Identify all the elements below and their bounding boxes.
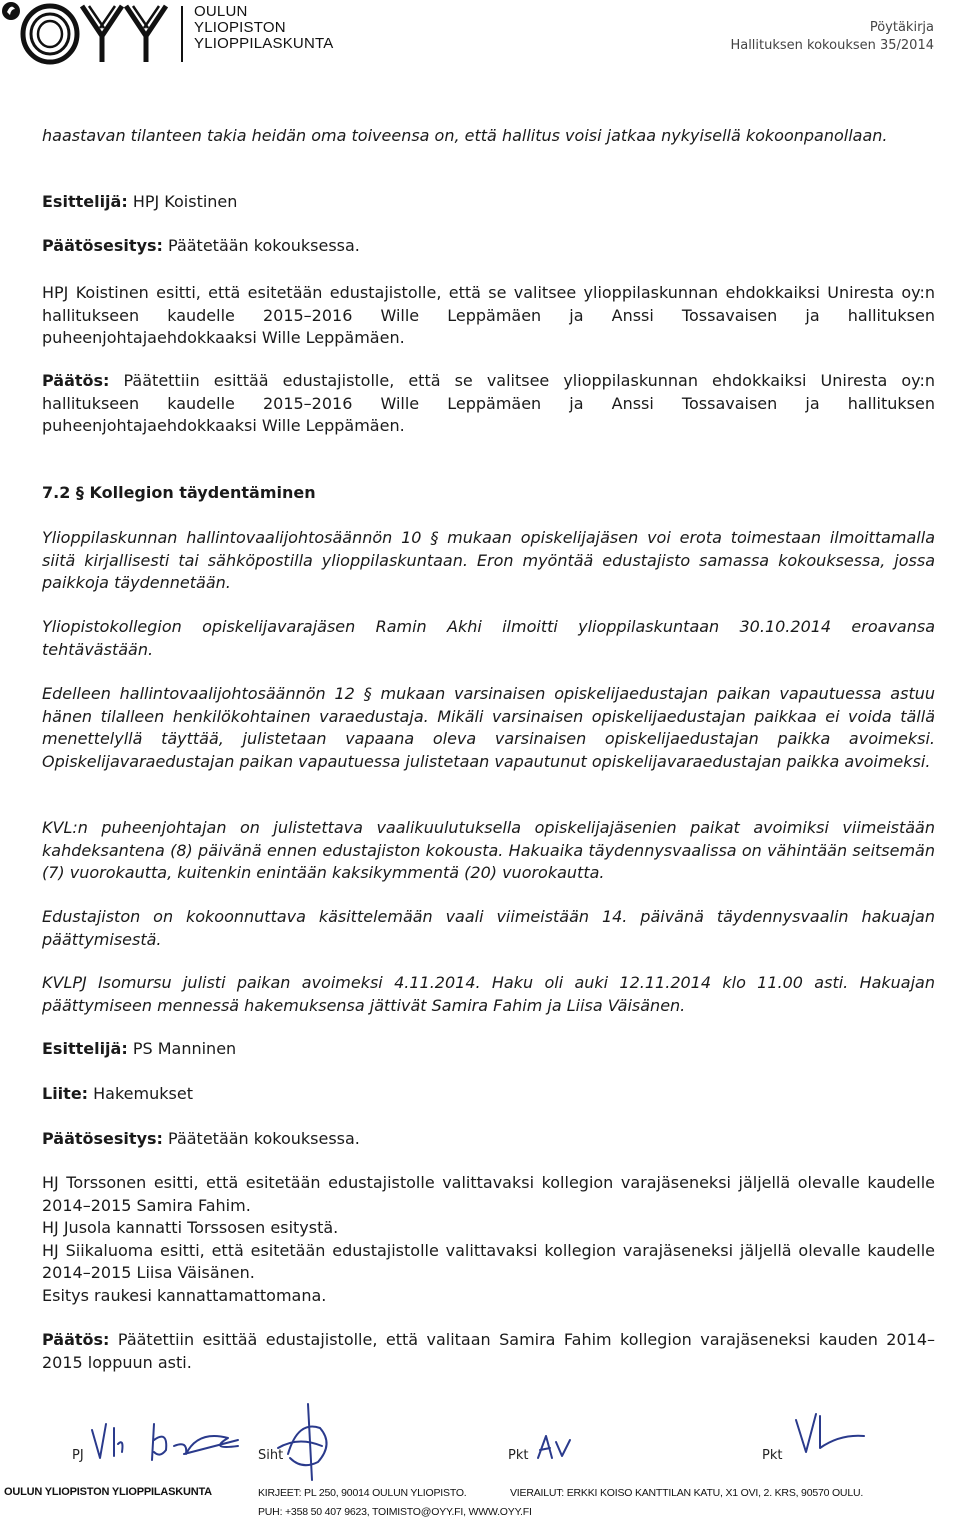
decision-paragraph — [42, 370, 935, 438]
presenter-label: Esittelijä: — [42, 192, 128, 211]
paragraph: haastavan tilanteen takia heidän oma toiveensa on, että hallitus voisi jatkaa nykyisellä kokoonpanollaan. — [42, 126, 888, 145]
decision-paragraph — [42, 1329, 935, 1374]
pj-label: PJ — [72, 1448, 84, 1463]
logo-line-1: OULUN — [194, 3, 248, 20]
footer-org: OULUN YLIOPISTON YLIOPPILASKUNTA — [4, 1486, 212, 1498]
attachment-value: Hakemukset — [88, 1084, 193, 1103]
discussion-block — [42, 1172, 935, 1307]
paragraph: Yliopistokollegion opiskelijavarajäsen Ramin Akhi ilmoitti ylioppilaskuntaan 30.10.2014 eroavansa tehtävästään. — [42, 617, 935, 659]
pkt-label-1: Pkt — [508, 1448, 529, 1463]
discussion-line: HJ Jusola kannatti Torssosen esitystä. — [42, 1218, 339, 1237]
presenter-line — [42, 1038, 935, 1061]
siht-signature — [268, 1400, 358, 1485]
logo-text — [194, 4, 333, 52]
section-heading: 7.2 § Kollegion täydentäminen — [42, 483, 316, 502]
presenter-value: HPJ Koistinen — [127, 192, 238, 211]
pkt-signature-2 — [790, 1408, 870, 1463]
meeting-number: Hallituksen kokouksen 35/2014 — [730, 38, 934, 53]
proposal-label: Päätösesitys: — [42, 1129, 163, 1148]
paragraph: KVL:n puheenjohtajan on julistettava vaalikuulutuksella opiskelijajäsenien paikat avoimiksi viimeistään kahdeksantena (8) päivänä ennen edustajiston kokousta. Hakuaika täydennysvaalissa on vähintään seitsemän (7) vuorokautta, kuitenkin enintään kaksikymmentä (20) vuorokautta. — [42, 818, 935, 882]
logo-line-3: YLIOPPILASKUNTA — [194, 35, 334, 52]
decision-value: Päätettiin esittää edustajistolle, että se valitsee ylioppilaskunnan ehdokkaiksi Uniresta oy:n hallitukseen kaudelle 2015–2016 Wille Leppämäen ja Anssi Tossavaisen ja hallituksen puheenjohtajaehdokkaaksi Wille Leppämäen. — [42, 371, 935, 435]
attachment-line — [42, 1083, 935, 1106]
discussion-line: HJ Torssonen esitti, että esitetään edustajistolle valittavaksi kollegion varajäseneksi jäljellä olevalle kaudelle 2014–2015 Samira Fahim. — [42, 1173, 935, 1215]
proposal-line — [42, 1128, 935, 1151]
paragraph: HPJ Koistinen esitti, että esitetään edustajistolle, että se valitsee ylioppilaskunnan ehdokkaiksi Uniresta oy:n hallitukseen kaudelle 2015–2016 Wille Leppämäen ja Anssi Tossavaisen ja hallituksen puheenjohtajaehdokkaaksi Wille Leppämäen. — [42, 283, 935, 347]
discussion-line: HJ Siikaluoma esitti, että esitetään edustajistolle valittavaksi kollegion varajäseneksi jäljellä olevalle kaudelle 2014–2015 Liisa Väisänen. — [42, 1240, 935, 1282]
paragraph: KVLPJ Isomursu julisti paikan avoimeksi 4.11.2014. Haku oli auki 12.11.2014 klo 11.00 asti. Hakuajan päättymiseen mennessä hakemuksensa jättivät Samira Fahim ja Liisa Väisänen. — [42, 973, 935, 1015]
pj-signature — [88, 1410, 258, 1470]
presenter-line — [42, 191, 935, 214]
proposal-value: Päätetään kokouksessa. — [162, 1129, 360, 1148]
discussion-line: Esitys raukesi kannattamattomana. — [42, 1285, 327, 1305]
doc-type: Pöytäkirja — [869, 20, 934, 35]
decision-label: Päätös: — [42, 1330, 110, 1349]
pkt-label-2: Pkt — [762, 1448, 783, 1463]
logo-line-2: YLIOPISTON — [194, 19, 286, 36]
siht-label: Siht — [258, 1448, 284, 1463]
decision-value: Päätettiin esittää edustajistolle, että valitaan Samira Fahim kollegion varajäseneksi kauden 2014–2015 loppuun asti. — [42, 1330, 935, 1372]
footer-visit: VIERAILUT: ERKKI KOISO KANTTILAN KATU, X1 OVI, 2. KRS, 90570 OULU. — [510, 1487, 864, 1499]
footer-address: KIRJEET: PL 250, 90014 OULUN YLIOPISTO. — [258, 1487, 467, 1499]
decision-label: Päätös: — [42, 371, 110, 390]
proposal-line — [42, 235, 935, 258]
pkt-signature-1 — [532, 1428, 582, 1468]
proposal-value: Päätetään kokouksessa. — [162, 236, 360, 255]
proposal-label: Päätösesitys: — [42, 236, 163, 255]
paragraph: Edelleen hallintovaalijohtosäännön 12 § mukaan varsinaisen opiskelijaedustajan paikan vapautuessa astuu hänen tilalleen henkilökohtainen varaedustaja. Mikäli varsinaisen opiskelijaedustajan paikkaa ei voida tällä menettelyllä täyttää, julistetaan vapaana oleva varsinaisen opiskelijaedustajan paikka avoimeksi. Opiskelijavaraedustajan paikan vapautuessa julistetaan vapautunut opiskelijavaraedustajan paikka avoimeksi. — [42, 684, 935, 771]
presenter-label: Esittelijä: — [42, 1039, 128, 1058]
paragraph: Ylioppilaskunnan hallintovaalijohtosäännön 10 § mukaan opiskelijajäsen voi erota toimestaan ilmoittamalla siitä kirjallisesti tai sähköpostilla ylioppilaskuntaan. Eron myöntää edustajisto samassa kokouksessa, jossa paikkoja täydennetään. — [42, 528, 935, 592]
attachment-label: Liite: — [42, 1084, 89, 1103]
oyy-logo — [0, 0, 185, 66]
paragraph: Edustajiston on kokoonnuttava käsittelemään vaali viimeistään 14. päivänä täydennysvaalin hakuajan päättymisestä. — [42, 907, 935, 949]
footer-contact: PUH: +358 50 407 9623, TOIMISTO@OYY.FI, WWW.OYY.FI — [258, 1506, 532, 1518]
presenter-value: PS Manninen — [127, 1039, 237, 1058]
